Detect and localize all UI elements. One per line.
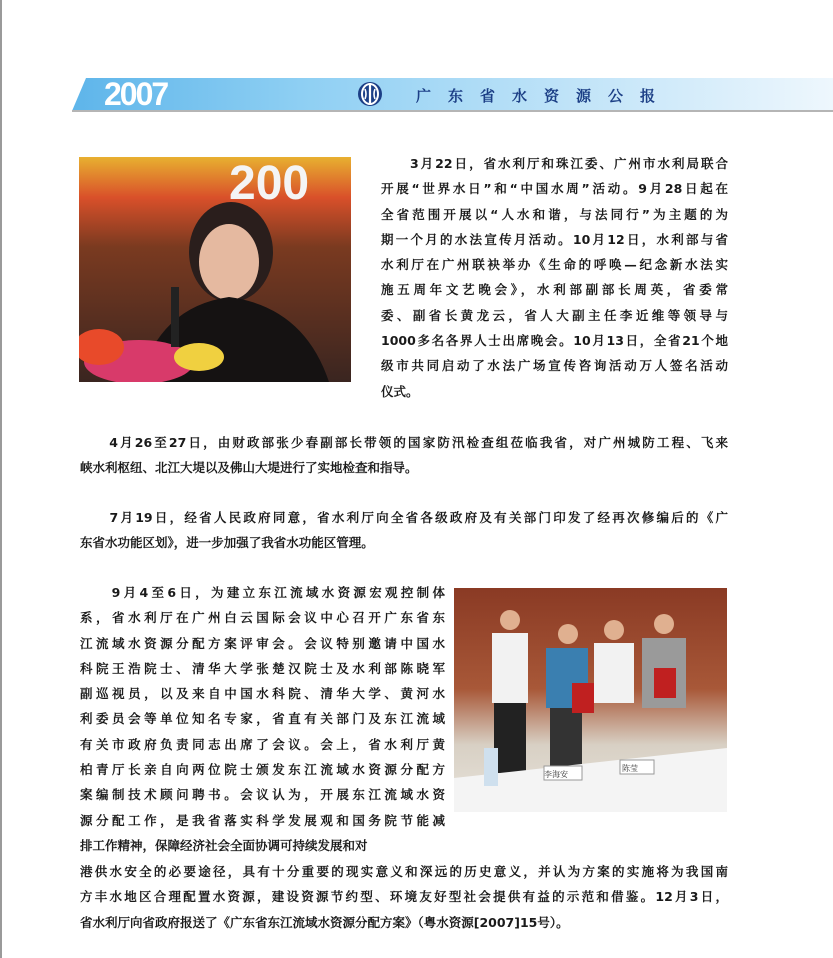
text-line: 科院王浩院士、清华大学张楚汉院士及水利部陈晓军 [80, 660, 445, 676]
text-line: 系，省水利厅在广州白云国际会议中心召开广东省东 [80, 610, 445, 626]
text-line: 省水利厅向省政府报送了《广东省东江流域水资源分配方案》（粤水资源[2007]15号）。 [80, 914, 569, 930]
text-line: 副巡视员，以及来自中国水科院、清华大学、黄河水 [80, 686, 445, 702]
text-line: 7月19日，经省人民政府同意，省水利厅向全省各级政府及有关部门印发了经再次修编后的《广 [80, 510, 728, 525]
paragraph-dongjiang-allocation-continued [80, 859, 728, 935]
name-card-1: 李海安 [544, 770, 568, 779]
text-line: 期一个月的水法宣传月活动。10月12日，水利部与省 [381, 231, 728, 247]
text-line: 9月4至6日，为建立东江流域水资源宏观控制体 [80, 585, 445, 600]
text-line: 柏青厅长亲自向两位院士颁发东江流域水资源分配方 [80, 762, 445, 778]
text-line: 委、副省长黄龙云，省人大副主任李近维等领导与 [381, 307, 728, 323]
text-line: 江流域水资源分配方案评审会。会议特别邀请中国水 [80, 635, 445, 651]
text-line: 4月26至27日，由财政部张少春副部长带领的国家防汛检查组莅临我省，对广州城防工程、飞来 [80, 435, 728, 450]
water-resources-emblem-icon [357, 81, 383, 107]
text-line: 港供水安全的必要途径，具有十分重要的现实意义和深远的历史意义，并认为方案的实施将为我国南 [80, 864, 728, 879]
name-card-2: 陈莹 [622, 764, 638, 773]
text-line: 案编制技术顾问聘书。会议认为，开展东江流域水资 [80, 787, 445, 803]
text-line: 水利厅在广州联袂举办《生命的呼唤—纪念新水法实 [381, 257, 728, 273]
meeting-group-photo [454, 588, 727, 812]
paragraph-flood-inspection [80, 430, 728, 481]
header-title: 广东省水资源公报 [416, 87, 673, 105]
svg-text:200: 200 [229, 157, 310, 210]
text-line: 峡水利枢纽、北江大堤以及佛山大堤进行了实地检查和指导。 [80, 460, 418, 476]
text-line: 利委员会等单位知名专家，省直有关部门及东江流域 [80, 711, 445, 727]
header-year: 2007 [104, 76, 168, 112]
text-line: 施五周年文艺晚会》，水利部副部长周英，省委常 [381, 282, 728, 298]
text-line: 开展“世界水日”和“中国水周”活动。9月28日起在 [381, 181, 728, 197]
paragraph-water-function-zoning [80, 505, 728, 556]
text-line: 级市共同启动了水法广场宣传咨询活动万人签名活动 [381, 358, 728, 374]
header-banner-shadow [72, 110, 833, 112]
text-line: 排工作精神，保障经济社会全面协调可持续发展和对 [80, 837, 368, 853]
text-line: 有关市政府负责同志出席了会议。会上，省水利厅黄 [80, 736, 445, 752]
text-line: 仪式。 [381, 383, 419, 399]
page-left-border [0, 0, 2, 958]
text-line: 全省范围开展以“人水和谐，与法同行”为主题的为 [381, 206, 728, 222]
text-line: 3月22日，省水利厅和珠江委、广州市水利局联合 [381, 156, 728, 171]
text-line: 源分配工作，是我省落实科学发展观和国务院节能减 [80, 812, 445, 828]
text-line: 1000多名各界人士出席晚会。10月13日，全省21个地 [381, 333, 728, 349]
paragraph-world-water-day [381, 151, 728, 404]
text-line: 方丰水地区合理配置水资源，建设资源节约型、环境友好型社会提供有益的示范和借鉴。12月3日， [80, 889, 728, 905]
paragraph-dongjiang-allocation [80, 580, 445, 858]
text-line: 东省水功能区划》，进一步加强了我省水功能区管理。 [80, 535, 374, 551]
speaker-photo [79, 157, 351, 382]
